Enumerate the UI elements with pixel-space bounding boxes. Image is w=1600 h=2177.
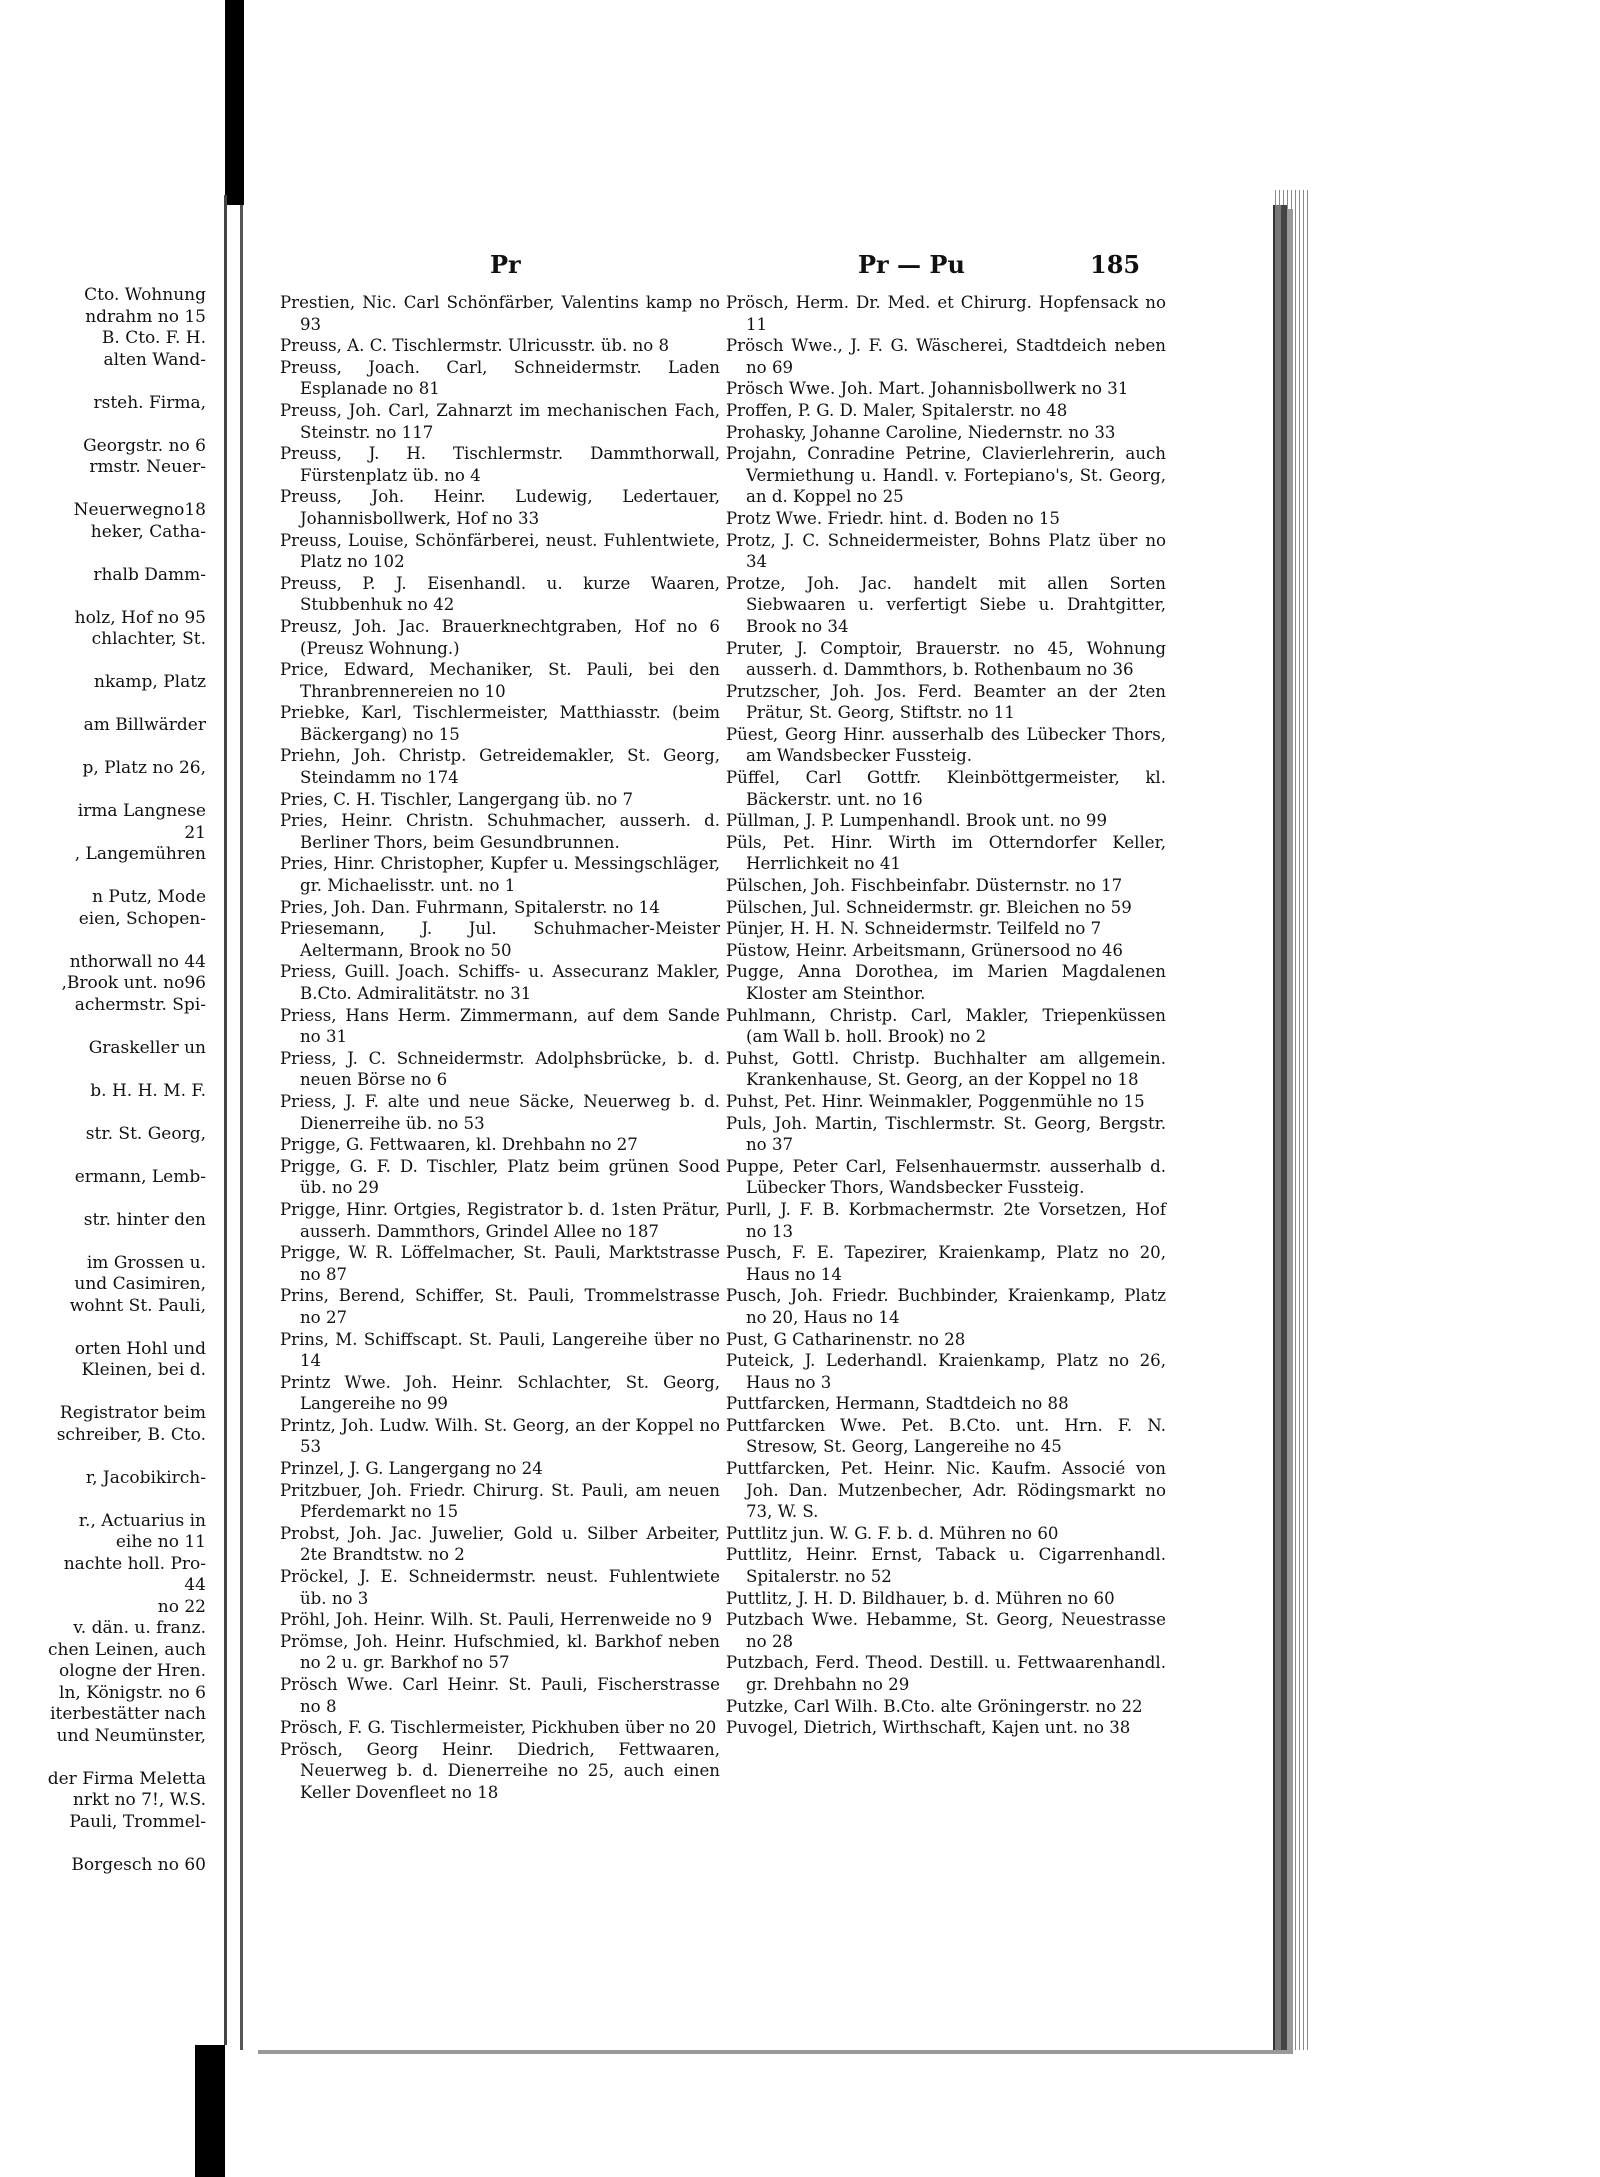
- left-page-fragment: chlachter, St.: [91, 629, 206, 649]
- left-page-fragment: ndrahm no 15: [85, 306, 206, 327]
- directory-entry: Puhlmann, Christp. Carl, Makler, Triepenküssen (am Wall b. holl. Brook) no 2: [726, 1005, 1166, 1047]
- left-page-fragment: b. H. H. M. F.: [90, 1080, 206, 1101]
- left-page-fragment: n Putz, Mode: [92, 887, 206, 907]
- directory-entry: Prösch Wwe., J. F. G. Wäscherei, Stadtdeich neben no 69: [726, 336, 1166, 377]
- left-page-fragment: irma Langnese: [77, 801, 206, 821]
- left-page-text: [0, 285, 224, 1876]
- left-page-fragment: [0, 1489, 224, 1511]
- directory-entry: Preuss, Joh. Carl, Zahnarzt im mechanischen Fach, Steinstr. no 117: [280, 400, 720, 442]
- left-page-fragment: r., Actuarius in: [78, 1510, 206, 1531]
- left-page-fragment: nrkt no 7!, W.S.: [72, 1790, 206, 1810]
- directory-entry: Pülschen, Jul. Schneidermstr. gr. Bleichen no 59: [726, 897, 1132, 917]
- left-page-fragment: [0, 371, 224, 393]
- left-page-fragment: nachte holl. Pro-: [63, 1553, 206, 1574]
- left-page-fragment: r, Jacobikirch-: [85, 1467, 206, 1488]
- left-page-fragment: Pauli, Trommel-: [69, 1811, 206, 1832]
- left-page-fragment: rmstr. Neuer-: [89, 457, 206, 477]
- directory-entry: Prohasky, Johanne Caroline, Niedernstr. no 33: [726, 422, 1116, 442]
- directory-entry: Preuss, J. H. Tischlermstr. Dammthorwall, Fürstenplatz üb. no 4: [280, 444, 720, 485]
- directory-entry: Prigge, G. F. D. Tischler, Platz beim grünen Sood üb. no 29: [280, 1156, 720, 1198]
- left-page-fragment: Kleinen, bei d.: [81, 1360, 206, 1380]
- left-page-fragment: der Firma Meletta: [47, 1768, 206, 1789]
- directory-entry: Prestien, Nic. Carl Schönfärber, Valentins kamp no 93: [280, 293, 720, 334]
- directory-entry: Preuss, A. C. Tischlermstr. Ulricusstr. üb. no 8: [280, 336, 670, 356]
- directory-entry: Prutzscher, Joh. Jos. Ferd. Beamter an der 2ten Prätur, St. Georg, Stiftstr. no 11: [726, 681, 1166, 723]
- directory-entry: Priesemann, J. Jul. Schuhmacher-Meister Aeltermann, Brook no 50: [280, 919, 720, 960]
- book-binding-top: [225, 0, 244, 205]
- left-page-fragment: [0, 479, 224, 501]
- left-page-fragment: orten Hohl und: [74, 1338, 206, 1359]
- header-left-letters: Pr: [490, 250, 521, 279]
- directory-entry: Prigge, W. R. Löffelmacher, St. Pauli, Marktstrasse no 87: [280, 1243, 720, 1284]
- left-page-fragment: alten Wand-: [103, 349, 206, 370]
- directory-entry: Proffen, P. G. D. Maler, Spitalerstr. no 48: [726, 400, 1068, 420]
- directory-entry: Pust, G Catharinenstr. no 28: [726, 1329, 966, 1349]
- left-page-fragment: wohnt St. Pauli,: [69, 1295, 206, 1316]
- directory-entry: Prösch, Herm. Dr. Med. et Chirurg. Hopfensack no 11: [726, 293, 1166, 334]
- left-page-fragment: Georgstr. no 6: [83, 435, 206, 456]
- left-page-fragment: [0, 1188, 224, 1210]
- directory-entry: Probst, Joh. Jac. Juwelier, Gold u. Silber Arbeiter, 2te Brandtstw. no 2: [280, 1523, 720, 1565]
- left-page-fragment: holz, Hof no 95: [74, 607, 206, 628]
- directory-entry: Preuss, P. J. Eisenhandl. u. kurze Waaren, Stubbenhuk no 42: [280, 573, 720, 615]
- left-page-fragment: [0, 1382, 224, 1404]
- left-page-fragment: 44: [184, 1575, 206, 1595]
- directory-entry: Pries, C. H. Tischler, Langergang üb. no 7: [280, 789, 634, 809]
- directory-entry: Prösch Wwe. Carl Heinr. St. Pauli, Fischerstrasse no 8: [280, 1675, 720, 1716]
- directory-entry: Pröhl, Joh. Heinr. Wilh. St. Pauli, Herrenweide no 9: [280, 1610, 713, 1630]
- left-page-fragment: [0, 1747, 224, 1769]
- directory-entry: Prins, M. Schiffscapt. St. Pauli, Langereihe über no 14: [280, 1329, 720, 1371]
- directory-entry: Preuss, Louise, Schönfärberei, neust. Fuhlentwiete, Platz no 102: [280, 530, 720, 572]
- left-page-fragment: [0, 1016, 224, 1038]
- left-page-fragment: str. hinter den: [83, 1209, 206, 1230]
- directory-entry: Püffel, Carl Gottfr. Kleinböttgermeister, kl. Bäckerstr. unt. no 16: [726, 768, 1166, 809]
- left-page-fragment: rsteh. Firma,: [93, 392, 206, 413]
- left-page: [0, 195, 227, 2045]
- directory-entry: Prömse, Joh. Heinr. Hufschmied, kl. Barkhof neben no 2 u. gr. Barkhof no 57: [280, 1631, 720, 1673]
- directory-entry: Puteick, J. Lederhandl. Kraienkamp, Platz no 26, Haus no 3: [726, 1351, 1166, 1392]
- directory-entry: Puttlitz, J. H. D. Bildhauer, b. d. Mühren no 60: [726, 1588, 1115, 1608]
- left-page-fragment: achermstr. Spi-: [74, 994, 206, 1015]
- directory-entry: Pries, Heinr. Christn. Schuhmacher, ausserh. d. Berliner Thors, beim Gesundbrunnen.: [280, 811, 720, 852]
- left-page-fragment: B. Cto. F. H.: [101, 328, 206, 348]
- directory-entry: Prösch Wwe. Joh. Mart. Johannisbollwerk no 31: [726, 379, 1129, 399]
- left-page-fragment: [0, 930, 224, 952]
- directory-entry: Pünjer, H. H. N. Schneidermstr. Teilfeld no 7: [726, 919, 1102, 939]
- left-page-fragment: ologne der Hren.: [58, 1661, 206, 1681]
- directory-entry: Puttlitz, Heinr. Ernst, Taback u. Cigarrenhandl. Spitalerstr. no 52: [726, 1545, 1166, 1587]
- left-page-fragment: [0, 1231, 224, 1253]
- directory-entry: Preusz, Joh. Jac. Brauerknechtgraben, Hof no 6 (Preusz Wohnung.): [280, 616, 720, 658]
- directory-entry: Pusch, F. E. Tapezirer, Kraienkamp, Platz no 20, Haus no 14: [726, 1243, 1166, 1284]
- directory-entry: Prigge, G. Fettwaaren, kl. Drehbahn no 27: [280, 1135, 638, 1155]
- left-page-fragment: [0, 866, 224, 888]
- left-page-fragment: iterbestätter nach: [50, 1704, 206, 1724]
- directory-entry: Priess, Guill. Joach. Schiffs- u. Assecuranz Makler, B.Cto. Admiralitätstr. no 31: [280, 962, 720, 1003]
- directory-column-left: [280, 292, 720, 1804]
- directory-entry: Preuss, Joh. Heinr. Ludewig, Ledertauer, Johannisbollwerk, Hof no 33: [280, 487, 720, 528]
- page-number: 185: [1090, 250, 1141, 279]
- directory-entry: Putzbach Wwe. Hebamme, St. Georg, Neuestrasse no 28: [726, 1610, 1166, 1651]
- page-edges: [1272, 190, 1308, 2050]
- left-page-fragment: und Neumünster,: [56, 1725, 206, 1746]
- left-page-fragment: chen Leinen, auch: [48, 1639, 206, 1660]
- directory-entry: Püstow, Heinr. Arbeitsmann, Grünersood no 46: [726, 940, 1123, 960]
- left-page-fragment: [0, 586, 224, 608]
- left-page-fragment: [0, 651, 224, 673]
- left-page-fragment: schreiber, B. Cto.: [56, 1424, 206, 1445]
- directory-entry: Putzke, Carl Wilh. B.Cto. alte Gröningerstr. no 22: [726, 1696, 1143, 1716]
- directory-entry: Prösch, F. G. Tischlermeister, Pickhuben über no 20: [280, 1718, 717, 1738]
- left-page-fragment: v. dän. u. franz.: [73, 1618, 206, 1638]
- left-page-fragment: nkamp, Platz: [94, 672, 206, 692]
- directory-entry: Pries, Hinr. Christopher, Kupfer u. Messingschläger, gr. Michaelisstr. unt. no 1: [280, 854, 720, 896]
- directory-entry: Preuss, Joach. Carl, Schneidermstr. Laden Esplanade no 81: [280, 357, 720, 399]
- left-page-fragment: Cto. Wohnung: [84, 285, 206, 305]
- left-page-fragment: eihe no 11: [115, 1532, 206, 1552]
- left-page-fragment: 21: [184, 822, 206, 843]
- directory-entry: Püls, Pet. Hinr. Wirth im Otterndorfer Keller, Herrlichkeit no 41: [726, 832, 1166, 874]
- left-page-fragment: [0, 414, 224, 436]
- directory-entry: Puls, Joh. Martin, Tischlermstr. St. Georg, Bergstr. no 37: [726, 1113, 1166, 1155]
- left-page-fragment: [0, 543, 224, 565]
- left-page-fragment: ,Brook unt. no96: [61, 973, 206, 993]
- directory-entry: Puvogel, Dietrich, Wirthschaft, Kajen unt. no 38: [726, 1718, 1131, 1738]
- left-page-fragment: [0, 1102, 224, 1124]
- header-right-letters: Pr — Pu: [858, 250, 965, 279]
- left-page-fragment: ermann, Lemb-: [74, 1166, 206, 1187]
- left-page-fragment: Graskeller un: [88, 1037, 206, 1058]
- directory-entry: Protz Wwe. Friedr. hint. d. Boden no 15: [726, 508, 1060, 528]
- directory-entry: Protz, J. C. Schneidermeister, Bohns Platz über no 34: [726, 530, 1166, 572]
- left-page-fragment: Neuerwegno18: [73, 500, 206, 520]
- left-page-fragment: [0, 1059, 224, 1081]
- directory-entry: Pugge, Anna Dorothea, im Marien Magdalenen Kloster am Steinthor.: [726, 962, 1166, 1003]
- directory-entry: Pusch, Joh. Friedr. Buchbinder, Kraienkamp, Platz no 20, Haus no 14: [726, 1286, 1166, 1327]
- directory-entry: Priebke, Karl, Tischlermeister, Matthiasstr. (beim Bäckergang) no 15: [280, 703, 720, 744]
- directory-entry: Puttfarcken Wwe. Pet. B.Cto. unt. Hrn. F. N. Stresow, St. Georg, Langereihe no 45: [726, 1415, 1166, 1457]
- directory-entry: Prösch, Georg Heinr. Diedrich, Fettwaaren, Neuerweg b. d. Dienerreihe no 25, auch einen Keller Dovenfleet no 18: [280, 1739, 720, 1802]
- left-page-fragment: no 22: [157, 1596, 206, 1617]
- directory-entry: Puttlitz jun. W. G. F. b. d. Mühren no 60: [726, 1523, 1059, 1543]
- directory-entry: Priess, Hans Herm. Zimmermann, auf dem Sande no 31: [280, 1005, 720, 1047]
- directory-entry: Puttfarcken, Pet. Heinr. Nic. Kaufm. Associé von Joh. Dan. Mutzenbecher, Adr. Rödingsmarkt no 73, W. S.: [726, 1459, 1166, 1522]
- directory-entry: Priess, J. C. Schneidermstr. Adolphsbrücke, b. d. neuen Börse no 6: [280, 1048, 720, 1090]
- directory-entry: Pries, Joh. Dan. Fuhrmann, Spitalerstr. no 14: [280, 897, 660, 917]
- directory-entry: Puppe, Peter Carl, Felsenhauermstr. ausserhalb d. Lübecker Thors, Wandsbecker Fussteig.: [726, 1156, 1166, 1198]
- directory-entry: Pritzbuer, Joh. Friedr. Chirurg. St. Pauli, am neuen Pferdemarkt no 15: [280, 1480, 720, 1522]
- book-binding-bottom: [195, 2045, 225, 2177]
- directory-entry: Pruter, J. Comptoir, Brauerstr. no 45, Wohnung ausserh. d. Dammthors, b. Rothenbaum no 36: [726, 638, 1166, 680]
- directory-entry: Pröckel, J. E. Schneidermstr. neust. Fuhlentwiete üb. no 3: [280, 1567, 720, 1608]
- directory-entry: Prins, Berend, Schiffer, St. Pauli, Trommelstrasse no 27: [280, 1286, 720, 1327]
- directory-entry: Projahn, Conradine Petrine, Clavierlehrerin, auch Vermiethung u. Handl. v. Fortepiano's, St. Georg, an d. Koppel no 25: [726, 444, 1166, 507]
- left-page-fragment: [0, 1145, 224, 1167]
- directory-column-right: [726, 292, 1166, 1739]
- directory-entry: Prinzel, J. G. Langergang no 24: [280, 1459, 543, 1479]
- left-page-fragment: nthorwall no 44: [69, 951, 206, 972]
- directory-entry: Printz Wwe. Joh. Heinr. Schlachter, St. Georg, Langereihe no 99: [280, 1372, 720, 1414]
- directory-entry: Puhst, Gottl. Christp. Buchhalter am allgemein. Krankenhause, St. Georg, an der Koppel no 18: [726, 1048, 1166, 1090]
- directory-entry: Price, Edward, Mechaniker, St. Pauli, bei den Thranbrennereien no 10: [280, 660, 720, 701]
- left-page-fragment: heker, Catha-: [90, 521, 206, 542]
- directory-entry: Pülschen, Joh. Fischbeinfabr. Düsternstr. no 17: [726, 876, 1123, 896]
- left-page-fragment: am Billwärder: [83, 715, 206, 735]
- left-page-fragment: eien, Schopen-: [78, 908, 206, 929]
- left-page-fragment: ln, Königstr. no 6: [59, 1682, 206, 1703]
- left-page-fragment: [0, 780, 224, 802]
- directory-entry: Putzbach, Ferd. Theod. Destill. u. Fettwaarenhandl. gr. Drehbahn no 29: [726, 1653, 1166, 1694]
- directory-entry: Puhst, Pet. Hinr. Weinmakler, Poggenmühle no 15: [726, 1091, 1145, 1111]
- left-page-fragment: im Grossen u.: [86, 1252, 206, 1273]
- directory-entry: Püest, Georg Hinr. ausserhalb des Lübecker Thors, am Wandsbecker Fussteig.: [726, 724, 1166, 766]
- directory-entry: Prigge, Hinr. Ortgies, Registrator b. d. 1sten Prätur, ausserh. Dammthors, Grindel Allee no 187: [280, 1199, 720, 1241]
- directory-entry: Purll, J. F. B. Korbmachermstr. 2te Vorsetzen, Hof no 13: [726, 1199, 1166, 1241]
- left-page-fragment: [0, 737, 224, 759]
- left-page-fragment: und Casimiren,: [74, 1274, 206, 1294]
- left-page-fragment: [0, 1833, 224, 1855]
- directory-entry: Protze, Joh. Jac. handelt mit allen Sorten Siebwaaren u. verfertigt Siebe u. Drahtgitter, Brook no 34: [726, 573, 1166, 636]
- left-page-fragment: Registrator beim: [59, 1403, 206, 1423]
- directory-entry: Priess, J. F. alte und neue Säcke, Neuerweg b. d. Dienerreihe üb. no 53: [280, 1091, 720, 1133]
- left-page-fragment: [0, 1317, 224, 1339]
- left-page-fragment: [0, 1446, 224, 1468]
- directory-entry: Priehn, Joh. Christp. Getreidemakler, St. Georg, Steindamm no 174: [280, 746, 720, 788]
- left-page-fragment: Borgesch no 60: [71, 1854, 206, 1875]
- left-page-fragment: [0, 694, 224, 716]
- left-page-fragment: str. St. Georg,: [85, 1123, 206, 1144]
- directory-entry: Püllman, J. P. Lumpenhandl. Brook unt. no 99: [726, 811, 1108, 831]
- left-page-fragment: , Langemühren: [74, 844, 206, 864]
- directory-entry: Puttfarcken, Hermann, Stadtdeich no 88: [726, 1394, 1069, 1414]
- left-page-fragment: p, Platz no 26,: [82, 758, 206, 778]
- left-page-fragment: rhalb Damm-: [93, 564, 206, 585]
- directory-entry: Printz, Joh. Ludw. Wilh. St. Georg, an der Koppel no 53: [280, 1415, 720, 1457]
